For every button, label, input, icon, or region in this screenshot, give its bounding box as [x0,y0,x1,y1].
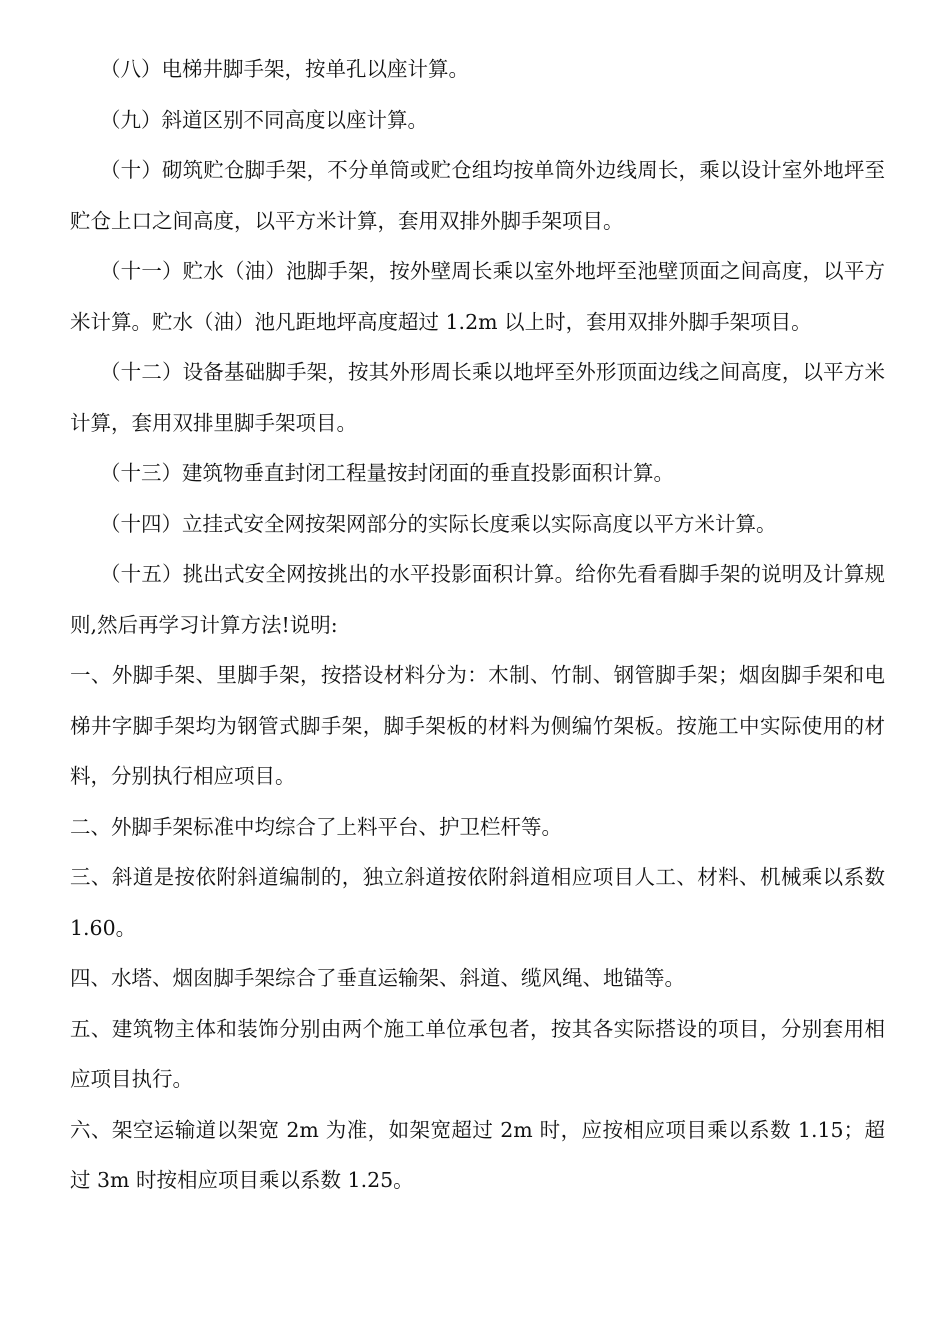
paragraph-13: （十三）建筑物垂直封闭工程量按封闭面的垂直投影面积计算。 [100,461,674,485]
paragraph-15: （十五）挑出式安全网按挑出的水平投影面积计算。给你先看看脚手架的说明及计算规则,然后再学习计算方法!说明: [70,562,885,637]
document-page [70,44,885,1206]
note-item-2: 二、外脚手架标准中均综合了上料平台、护卫栏杆等。 [70,814,562,839]
paragraph-14: （十四）立挂式安全网按架网部分的实际长度乘以实际高度以平方米计算。 [100,511,777,536]
note-item-4: 四、水塔、烟囱脚手架综合了垂直运输架、斜道、缆风绳、地锚等。 [70,966,685,990]
paragraph-10: （十）砌筑贮仓脚手架，不分单筒或贮仓组均按单筒外边线周长，乘以设计室外地坪至贮仓上口之间高度，以平方米计算，套用双排外脚手架项目。 [70,158,885,233]
note-item-1: 一、外脚手架、里脚手架，按搭设材料分为：木制、竹制、钢管脚手架；烟囱脚手架和电梯井字脚手架均为钢管式脚手架，脚手架板的材料为侧编竹架板。按施工中实际使用的材料，分别执行相应项目。 [70,663,885,788]
paragraph-11: （十一）贮水（油）池脚手架，按外壁周长乘以室外地坪至池壁顶面之间高度，以平方米计算。贮水（油）池凡距地坪高度超过 1.2m 以上时，套用双排外脚手架项目。 [70,259,885,334]
note-item-6: 六、架空运输道以架宽 2m 为准，如架宽超过 2m 时，应按相应项目乘以系数 1.15；超过 3m 时按相应项目乘以系数 1.25。 [70,1117,885,1192]
paragraph-9: （九）斜道区别不同高度以座计算。 [100,107,428,132]
note-item-5: 五、建筑物主体和装饰分别由两个施工单位承包者，按其各实际搭设的项目，分别套用相应项目执行。 [70,1016,885,1091]
paragraph-8: （八）电梯井脚手架，按单孔以座计算。 [100,57,469,81]
paragraph-12: （十二）设备基础脚手架，按其外形周长乘以地坪至外形顶面边线之间高度，以平方米计算，套用双排里脚手架项目。 [70,360,885,435]
note-item-3: 三、斜道是按依附斜道编制的，独立斜道按依附斜道相应项目人工、材料、机械乘以系数 1.60。 [70,865,885,940]
